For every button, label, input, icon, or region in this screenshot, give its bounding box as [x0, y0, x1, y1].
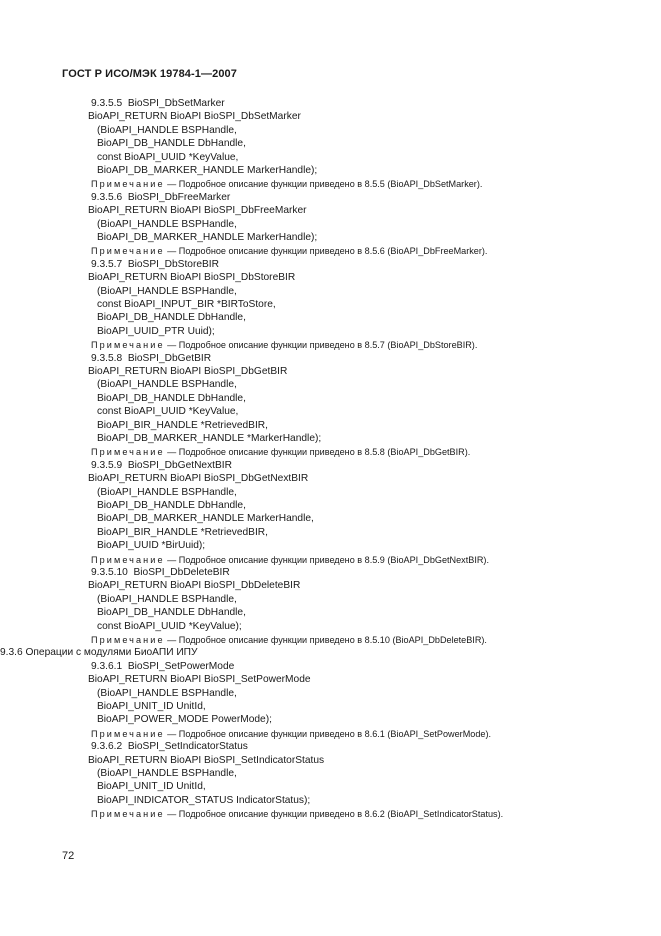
function-parameter: BioAPI_UUID_PTR Uuid);	[97, 325, 215, 337]
function-parameter: (BioAPI_HANDLE BSPHandle,	[97, 285, 237, 297]
page-header-title: ГОСТ Р ИСО/МЭК 19784-1—2007	[62, 68, 237, 80]
function-parameter: BioAPI_DB_MARKER_HANDLE MarkerHandle);	[97, 165, 318, 176]
function-parameter: BioAPI_DB_HANDLE DbHandle,	[97, 607, 246, 619]
function-parameter: (BioAPI_HANDLE BSPHandle,	[97, 593, 237, 605]
note-line	[91, 554, 489, 566]
note-line	[91, 178, 482, 190]
note-dash: —	[164, 809, 179, 820]
note-line	[91, 808, 503, 820]
function-parameter: BioAPI_DB_HANDLE DbHandle,	[97, 500, 246, 511]
function-parameter: (BioAPI_HANDLE BSPHandle,	[97, 124, 237, 136]
function-parameter: (BioAPI_HANDLE BSPHandle,	[97, 379, 237, 391]
function-signature: BioAPI_RETURN BioAPI BioSPI_SetIndicatorStatus	[88, 754, 325, 766]
function-parameter: BioAPI_DB_MARKER_HANDLE MarkerHandle);	[97, 232, 318, 243]
page-number: 72	[62, 850, 75, 862]
function-parameter: (BioAPI_HANDLE BSPHandle,	[97, 768, 237, 779]
note-text: Подробное описание функции приведено в 8.5.6 (BioAPI_DbFreeMarker).	[178, 246, 488, 257]
note-label: Примечание	[91, 340, 165, 351]
note-text: Подробное описание функции приведено в 8.5.10 (BioAPI_DbDeleteBIR).	[178, 635, 487, 645]
function-signature: BioAPI_RETURN BioAPI BioSPI_SetPowerMode	[88, 674, 311, 686]
function-parameter: const BioAPI_UUID *KeyValue,	[97, 151, 239, 163]
function-parameter: BioAPI_UNIT_ID UnitId,	[97, 781, 206, 793]
function-parameter: (BioAPI_HANDLE BSPHandle,	[97, 687, 237, 699]
subsection-heading: 9.3.6.2 BioSPI_SetIndicatorStatus	[91, 741, 248, 753]
section-heading: 9.3.6 Операции с модулями БиоАПИ ИПУ	[0, 647, 198, 659]
note-label: Примечание	[91, 635, 165, 645]
function-parameter: BioAPI_POWER_MODE PowerMode);	[97, 714, 272, 726]
subsection-heading: 9.3.6.1 BioSPI_SetPowerMode	[91, 660, 235, 672]
note-line	[91, 446, 470, 458]
function-signature: BioAPI_RETURN BioAPI BioSPI_DbSetMarker	[88, 111, 301, 123]
note-label: Примечание	[91, 447, 165, 458]
subsection-heading: 9.3.5.9 BioSPI_DbGetNextBIR	[91, 459, 232, 471]
note-label: Примечание	[91, 809, 165, 820]
function-parameter: (BioAPI_HANDLE BSPHandle,	[97, 218, 237, 230]
note-text: Подробное описание функции приведено в 8.5.5 (BioAPI_DbSetMarker).	[178, 179, 483, 190]
note-label: Примечание	[91, 246, 165, 257]
subsection-heading: 9.3.5.7 BioSPI_DbStoreBIR	[91, 258, 219, 270]
function-signature: BioAPI_RETURN BioAPI BioSPI_DbFreeMarker	[88, 205, 307, 217]
function-signature: BioAPI_RETURN BioAPI BioSPI_DbStoreBIR	[88, 272, 296, 284]
function-parameter: BioAPI_DB_MARKER_HANDLE *MarkerHandle);	[97, 433, 322, 444]
function-parameter: BioAPI_UUID *BirUuid);	[97, 540, 206, 552]
subsection-heading: 9.3.5.6 BioSPI_DbFreeMarker	[91, 191, 231, 203]
note-text: Подробное описание функции приведено в 8.5.7 (BioAPI_DbStoreBIR).	[178, 340, 478, 351]
function-parameter: BioAPI_DB_HANDLE DbHandle,	[97, 138, 246, 150]
note-dash: —	[164, 340, 179, 351]
note-dash: —	[164, 728, 179, 739]
note-dash: —	[164, 246, 179, 257]
note-text: Подробное описание функции приведено в 8.5.8 (BioAPI_DbGetBIR).	[178, 447, 471, 458]
function-signature: BioAPI_RETURN BioAPI BioSPI_DbGetNextBIR	[88, 473, 309, 485]
note-line	[91, 634, 487, 646]
note-dash: —	[164, 179, 179, 190]
subsection-heading: 9.3.5.8 BioSPI_DbGetBIR	[91, 352, 212, 364]
function-signature: BioAPI_RETURN BioAPI BioSPI_DbDeleteBIR	[88, 580, 301, 592]
function-parameter: (BioAPI_HANDLE BSPHandle,	[97, 486, 237, 498]
function-parameter: BioAPI_DB_HANDLE DbHandle,	[97, 312, 246, 324]
function-parameter: const BioAPI_INPUT_BIR *BIRToStore,	[97, 299, 276, 310]
function-signature: BioAPI_RETURN BioAPI BioSPI_DbGetBIR	[88, 366, 288, 377]
note-line	[91, 339, 477, 351]
function-parameter: BioAPI_DB_HANDLE DbHandle,	[97, 392, 246, 404]
function-parameter: const BioAPI_UUID *KeyValue,	[97, 406, 239, 418]
function-parameter: const BioAPI_UUID *KeyValue);	[97, 620, 242, 632]
note-dash: —	[164, 447, 179, 458]
subsection-heading: 9.3.5.5 BioSPI_DbSetMarker	[91, 98, 225, 109]
note-label: Примечание	[91, 554, 165, 565]
function-parameter: BioAPI_DB_MARKER_HANDLE MarkerHandle,	[97, 513, 314, 525]
note-text: Подробное описание функции приведено в 8.6.2 (BioAPI_SetIndicatorStatus).	[178, 809, 504, 820]
note-label: Примечание	[91, 728, 165, 739]
note-dash: —	[164, 554, 179, 565]
note-line	[91, 728, 491, 740]
subsection-heading: 9.3.5.10 BioSPI_DbDeleteBIR	[91, 567, 230, 578]
function-parameter: BioAPI_BIR_HANDLE *RetrievedBIR,	[97, 526, 268, 538]
note-text: Подробное описание функции приведено в 8.6.1 (BioAPI_SetPowerMode).	[178, 728, 491, 739]
note-dash: —	[164, 635, 179, 645]
function-parameter: BioAPI_UNIT_ID UnitId,	[97, 701, 206, 712]
note-text: Подробное описание функции приведено в 8.5.9 (BioAPI_DbGetNextBIR).	[178, 554, 489, 565]
note-line	[91, 245, 487, 257]
function-parameter: BioAPI_BIR_HANDLE *RetrievedBIR,	[97, 419, 268, 431]
function-parameter: BioAPI_INDICATOR_STATUS IndicatorStatus);	[97, 794, 311, 806]
note-label: Примечание	[91, 179, 165, 190]
